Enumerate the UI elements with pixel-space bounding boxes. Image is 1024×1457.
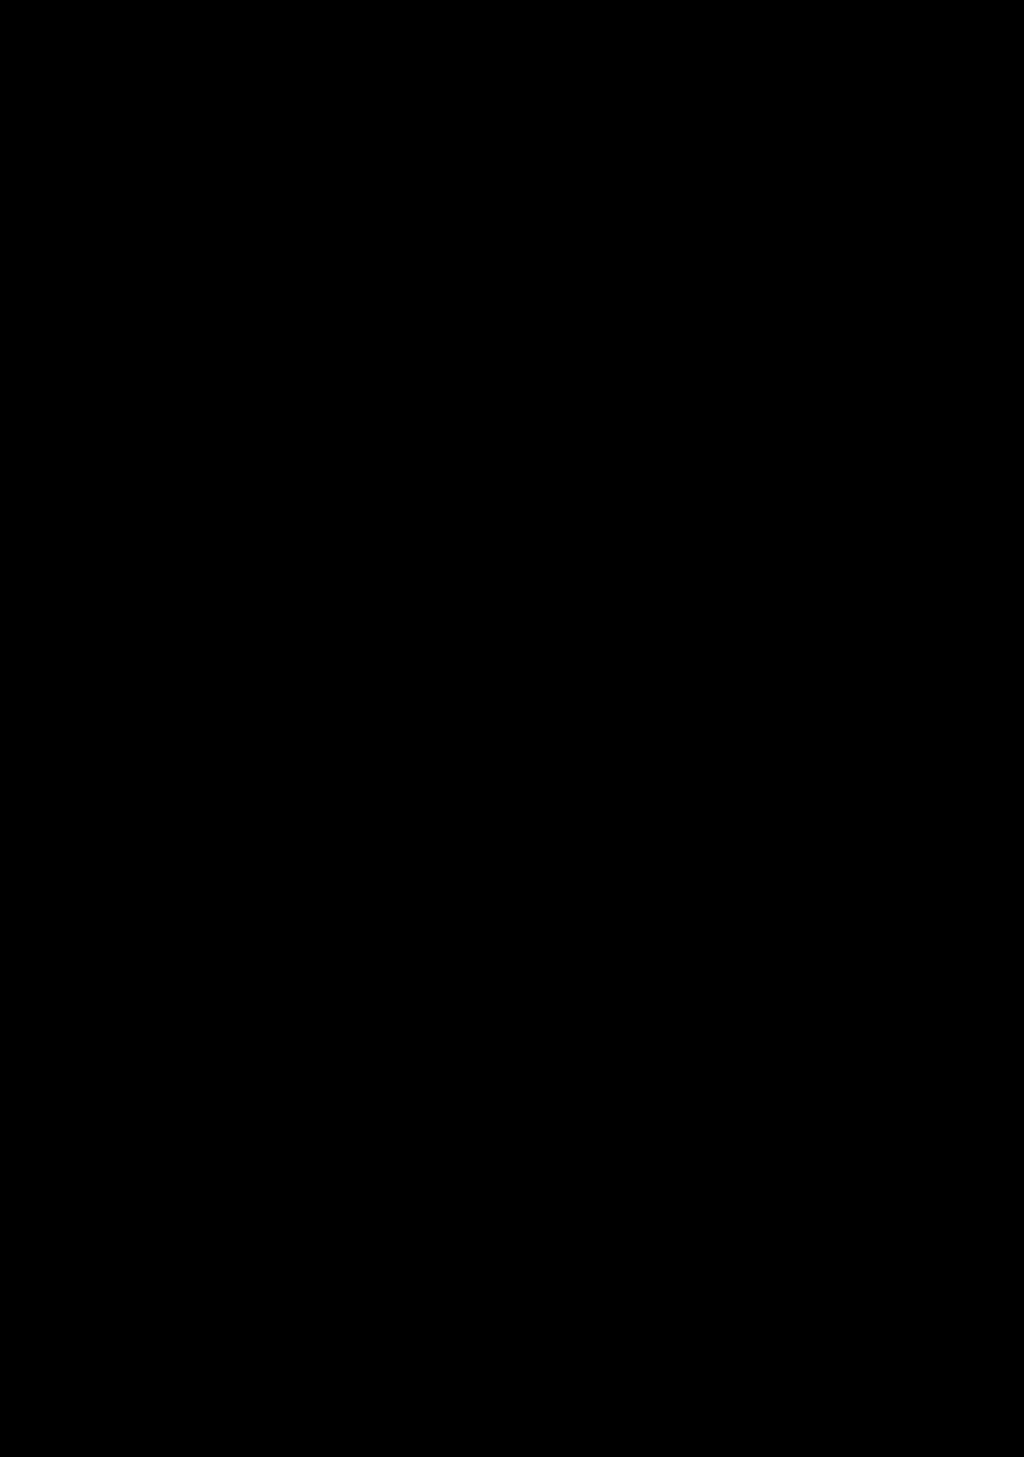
paragraph-water-network: Vattennätets utbyggnad har fortsatt under året bl.a. mot Kungs Barkarö med planering för ytterligare förlängning mot Valskogs tätort som för närvarande förses med vatten från Arboga. (92, 1074, 973, 1119)
paragraph-governance-report: Bolagsstyrningsrapporten finns med som bilaga till detta dokument. Det finns inga väsentliga avvikelser eller iakttagelser som bolagsstyrelsen eller Vd:n lyfter fram i sin rapportering. (92, 1013, 994, 1058)
page-number: 3 av 5 (93, 1434, 146, 1454)
document-body (92, 1011, 1022, 1341)
paragraph-decisions: Inga beslutsärenden har överlämnats till fullmäktige under året. (92, 1307, 650, 1327)
pwc-logo: pwc (0, 0, 94, 50)
paragraph-work-order: Det finns en arbetsordning för styrelsen och en VD-instruktion uppdaterad i november 2016 som vi bedömer är ändamålsenlig. Ägardialoger har skett vid två tillfällen under året. (92, 1135, 950, 1180)
paragraph-risk-analysis: I bolagets riskanalys lyfts risker med utbyggnationer av befintligt nät till nya verksamhetsområden som Jägaråsen, Kungs Barkarö, Skillingeudd och Blåmesgatan. För att finansiera detta krävs extern upplåning med ränterisker. Nu löper merparten av lånen på rörlig ränta. Det finns en finanspolicy som är reviderad i juni 2016. (92, 1196, 1011, 1291)
